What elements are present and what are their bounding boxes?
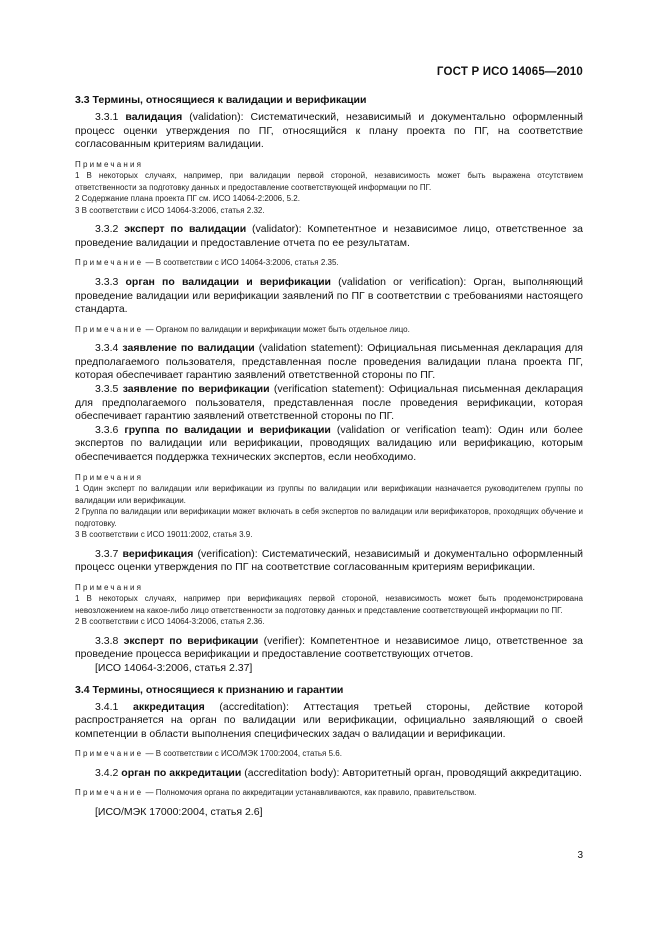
term-3-3-8 (75, 635, 583, 662)
term-title: орган по валидации и верификации (125, 275, 331, 288)
page-content (75, 93, 583, 820)
term-title: орган по аккредитации (121, 766, 242, 779)
term-number: 3.3.7 (95, 547, 119, 560)
term-definition: (verifier): Компетентное и независимое лицо, ответственное за проведение процесса верификации и предоставление соответствующих отчетов. (75, 634, 583, 661)
term-title: группа по валидации и верификации (124, 423, 331, 436)
term-title: аккредитация (133, 700, 205, 713)
note-label: Примечание (75, 749, 144, 759)
term-3-4-1 (75, 701, 583, 742)
note-label: Примечание (75, 324, 144, 334)
section-heading-3-3: 3.3 Термины, относящиеся к валидации и верификации (75, 94, 367, 106)
term-3-3-2 (75, 223, 583, 250)
note-text: — В соответствии с ИСО/МЭК 1700:2004, статья 5.6. (143, 749, 342, 759)
note-text: — В соответствии с ИСО 14064-3:2006, статья 2.35. (143, 258, 339, 268)
term-definition: (validation statement): Официальная письменная декларация для предполагаемого пользователя, представленная после проведения валидации плана проекта ПГ, которая обеспечивает гарантию заявлений ответственной стороны по ПГ. (75, 342, 583, 382)
term-title: эксперт по верификации (123, 634, 259, 647)
section-heading-3-4: 3.4 Термины, относящиеся к признанию и гарантии (75, 683, 344, 696)
note-item: 3 В соответствии с ИСО 14064-3:2006, статья 2.32. (75, 205, 265, 215)
reference-3-4-2: [ИСО/МЭК 17000:2004, статья 2.6] (95, 805, 263, 818)
term-definition: (verification statement): Официальная письменная декларация для предполагаемого пользователя, представленная после проведения верификации, которая обеспечивает гарантию заявлений ответственной стороны по ПГ. (75, 383, 584, 423)
note-label: Примечание (75, 258, 144, 268)
term-definition: (validation or verification team): Один или более экспертов по валидации или верификации, проводящих валидацию или верификацию, которым обеспечивается поддержка технических экспертов, если необходимо. (75, 423, 583, 463)
term-number: 3.3.1 (95, 111, 119, 123)
term-definition: (validator): Компетентное и независимое лицо, ответственное за проведение валидации и предоставление отчета по ее результатам. (75, 223, 583, 249)
note-item: 1 Один эксперт по валидации или верификации из группы по валидации или верификации назначается руководителем группы по валидации или верификации. (75, 484, 583, 505)
term-title: заявление по верификации (122, 383, 270, 396)
term-3-3-4 (75, 342, 583, 383)
note-item: 3 В соответствии с ИСО 19011:2002, статья 3.9. (75, 530, 253, 540)
term-title: валидация (125, 111, 183, 123)
note-text: — Полномочия органа по аккредитации устанавливаются, как правило, правительством. (143, 788, 477, 798)
note-3-4-2 (75, 787, 583, 799)
term-number: 3.3.6 (95, 423, 119, 436)
note-3-4-1 (75, 748, 583, 760)
note-3-3-2 (75, 257, 583, 269)
term-3-4-2 (75, 767, 583, 781)
page-number: 3 (577, 850, 583, 861)
term-definition: (validation): Систематический, независимый и документально оформленный процесс оценки утверждения по ПГ, относящийся к плану проекта по ПГ, на соответствие согласованным критериям валидации. (75, 111, 583, 151)
note-item: 1 В некоторых случаях, например, при валидации первой стороной, независимость может быть выражена отсутствием ответственности за подготовку данных и предоставление соответствующей информации по ПГ. (75, 171, 583, 192)
notes-title: Примечания (75, 582, 144, 592)
notes-title: Примечания (75, 159, 144, 169)
term-number: 3.3.5 (95, 383, 119, 396)
term-3-3-1 (75, 111, 583, 152)
term-3-3-6 (75, 424, 583, 465)
notes-3-3-6 (75, 472, 583, 541)
term-definition: (verification): Систематический, независимый и документально оформленный процесс оценки утверждения по ПГ на соответствие согласованным критериям верификации. (75, 547, 583, 574)
note-text: — Органом по валидации и верификации может быть отдельное лицо. (143, 324, 410, 334)
term-title: заявление по валидации (122, 342, 255, 355)
note-label: Примечание (75, 788, 144, 798)
term-3-3-3 (75, 276, 583, 317)
term-definition: (accreditation): Аттестация третьей стороны, действие которой распространяется на орган по валидации или верификации, официально заявляющий о своей компетенции в области выполнения специфических задач о валидации и верификации. (75, 700, 583, 740)
term-definition: (validation or verification): Орган, выполняющий проведение валидации или верификации заявлений по ПГ в соответствии с требованиями настоящего стандарта. (75, 275, 583, 316)
term-3-3-7 (75, 548, 583, 575)
note-3-3-3 (75, 324, 583, 336)
term-3-3-5 (75, 383, 583, 424)
term-title: верификация (122, 547, 194, 560)
note-item: 2 В соответствии с ИСО 14064-3:2006, статья 2.36. (75, 617, 265, 627)
term-number: 3.4.1 (95, 700, 119, 713)
notes-3-3-1 (75, 159, 583, 217)
term-number: 3.3.4 (95, 342, 119, 355)
note-item: 2 Группа по валидации или верификации может включать в себя экспертов по валидации или верификаторов, проходящих обучение и подготовку. (75, 507, 583, 528)
term-definition: (accreditation body): Авторитетный орган, проводящий аккредитацию. (241, 766, 582, 779)
reference-3-3-8: [ИСО 14064-3:2006, статья 2.37] (95, 661, 253, 674)
term-title: эксперт по валидации (124, 223, 247, 236)
notes-3-3-7 (75, 582, 583, 628)
note-item: 2 Содержание плана проекта ПГ см. ИСО 14064-2:2006, 5.2. (75, 194, 300, 204)
standard-header: ГОСТ Р ИСО 14065—2010 (436, 66, 583, 78)
term-number: 3.3.8 (95, 634, 119, 647)
note-item: 1 В некоторых случаях, например при верификациях первой стороной, независимость может быть продемонстрирована невозложением на какое-либо лицо ответственности за подготовку данных и представление соответствующей информации по ПГ. (75, 594, 583, 615)
term-number: 3.4.2 (95, 766, 119, 779)
notes-title: Примечания (75, 472, 144, 482)
term-number: 3.3.2 (95, 223, 119, 236)
term-number: 3.3.3 (95, 275, 119, 288)
